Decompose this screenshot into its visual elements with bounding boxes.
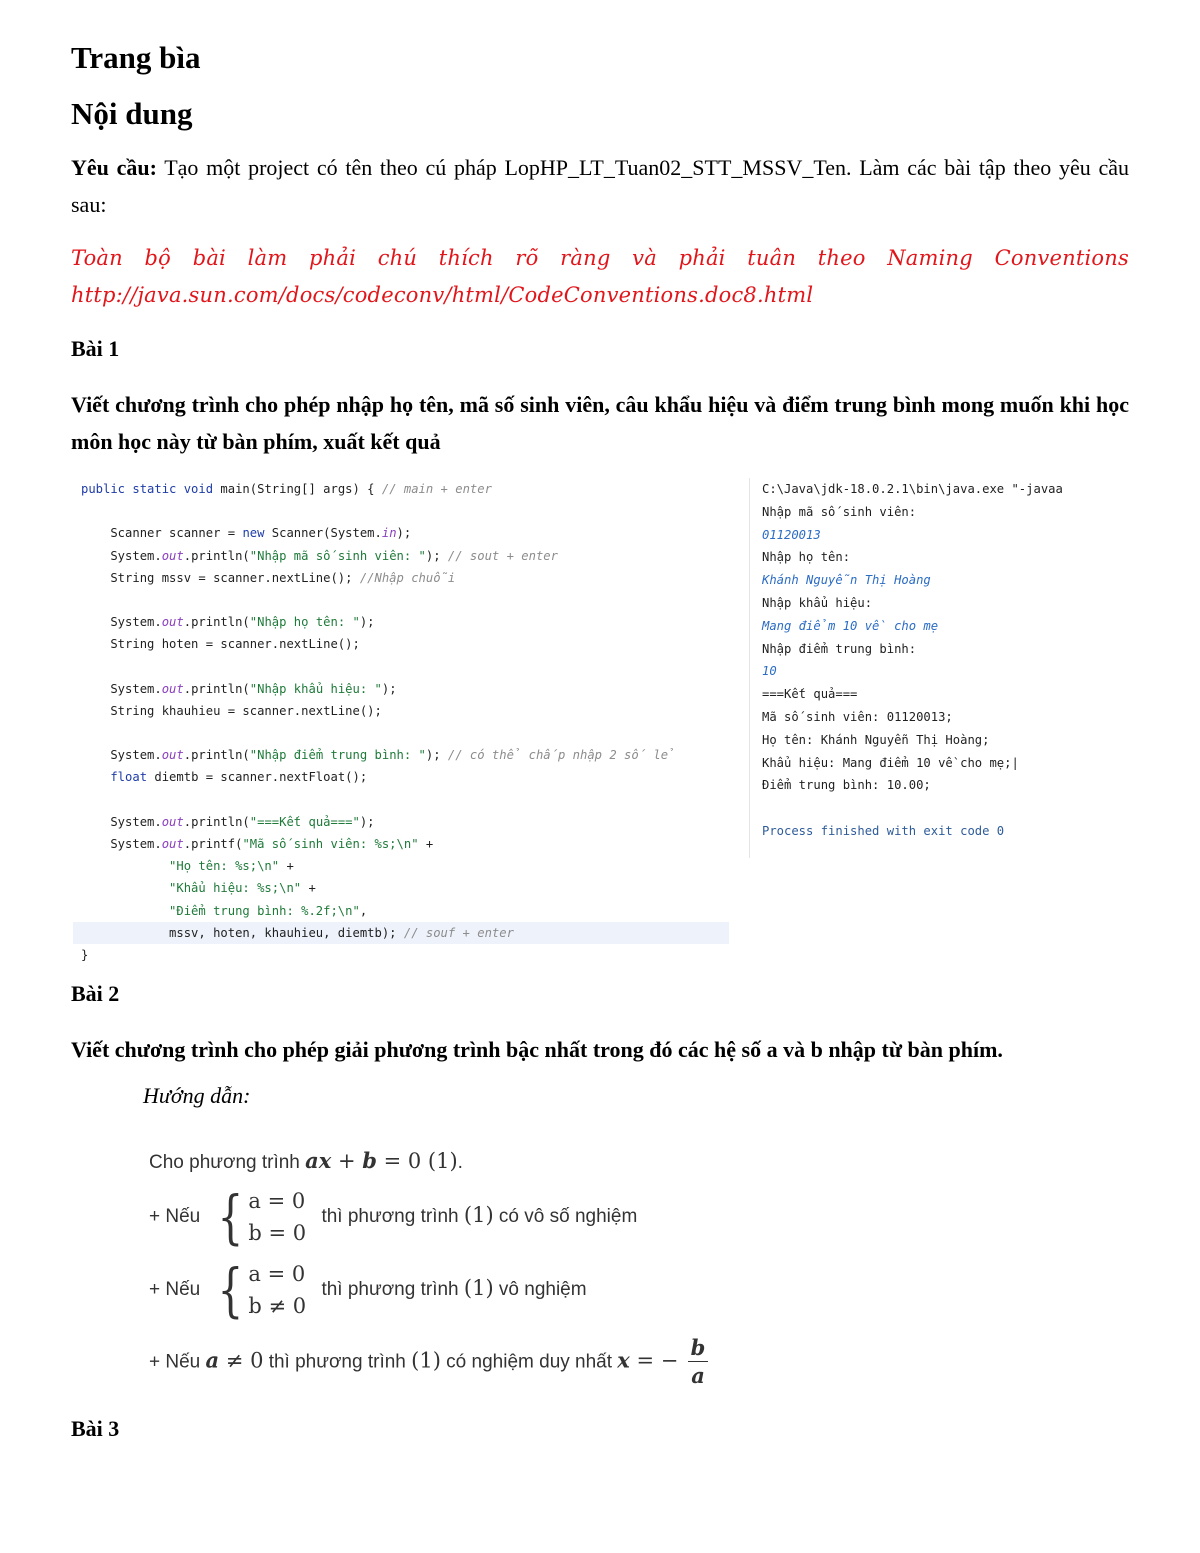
console-line: 01120013 [762,527,821,542]
code-line: System.out.printf("Mã số sinh viên: %s;\n" + [81,837,434,851]
code-line [81,789,721,811]
console-line: Nhập họ tên: [762,550,851,565]
system-brace: { a = 0 b ≠ 0 [217,1256,307,1324]
code-screenshot [81,478,721,966]
console-line: Điểm trung bình: 10.00; [762,778,931,793]
requirement-text: Tạo một project có tên theo cú pháp LopHP_LT_Tuan02_STT_MSSV_Ten. Làm các bài tập theo yêu cầu sau: [71,155,1129,217]
note-word: phải [678,246,726,270]
console-line: Mang điểm 10 về cho mẹ [762,618,939,633]
note-word: thích [438,246,494,270]
note-word: ràng [560,246,611,270]
console-line: Nhập điểm trung bình: [762,641,917,656]
code-line: System.out.println("Nhập mã số sinh viên: "); // sout + enter [81,548,558,563]
naming-note-url[interactable]: http://java.sun.com/docs/codeconv/html/CodeConventions.doc8.html [71,283,814,307]
code-line: String hoten = scanner.nextLine(); [81,637,360,652]
code-line: System.out.println("===Kết quả==="); [81,814,375,829]
code-line: Scanner scanner = new Scanner(System.in); [81,526,412,541]
code-line: float diemtb = scanner.nextFloat(); [81,770,368,785]
console-output [749,478,1099,858]
bai1-title: Bài 1 [71,336,120,361]
code-line: mssv, hoten, khauhieu, diemtb); // souf + enter [73,922,729,944]
note-word: Toàn [71,246,123,270]
console-line: Khánh Nguyễn Thị Hoàng [762,573,931,588]
code-line: System.out.println("Nhập điểm trung bình: "); // có thể chấp nhập 2 số lẻ [81,748,676,763]
note-word: và [632,246,657,270]
naming-note [71,240,1129,314]
note-word: Conventions [994,246,1129,270]
naming-note-line [71,240,1129,277]
system-brace: { a = 0 b = 0 [217,1183,307,1251]
heading-cover: Trang bìa [71,40,201,75]
case-unique-solution: + Nếu a ≠ 0 thì phương trình (1) có nghiệm duy nhất x = − $\frac{b}{a}$ [149,1335,708,1390]
code-line: "Khẩu hiệu: %s;\n" + [81,881,316,896]
bai2-title: Bài 2 [71,981,120,1006]
guide-title: Hướng dẫn: [143,1083,251,1108]
console-line: Mã số sinh viên: 01120013; [762,709,953,724]
equation-intro: Cho phương trình ax + b = 0 (1). [149,1148,463,1173]
console-line: Process finished with exit code 0 [762,823,1005,838]
requirement-label: Yêu cầu: [71,155,157,180]
note-word: phải [309,246,357,270]
note-word: bộ [144,246,172,270]
code-line [81,722,721,744]
heading-content: Nội dung [71,96,193,131]
bai3-title: Bài 3 [71,1416,120,1441]
console-line: Nhập mã số sinh viên: [762,504,917,519]
note-word: chú [377,246,418,270]
console-line: Họ tên: Khánh Nguyễn Thị Hoàng; [762,732,990,747]
code-line [81,656,721,678]
note-word: bài [192,246,226,270]
case-no-solution: + Nếu { a = 0 b ≠ 0 thì phương trình (1) vô nghiệm [149,1256,587,1324]
note-word: tuân [747,246,797,270]
note-word: Naming [887,246,973,270]
fraction: $\frac{b}{a}$ [688,1335,709,1390]
code-line: System.out.println("Nhập họ tên: "); [81,615,375,630]
code-line [81,500,721,522]
code-line: "Họ tên: %s;\n" + [81,859,294,874]
note-word: theo [817,246,866,270]
code-line: } [81,947,89,962]
bai1-text: Viết chương trình cho phép nhập họ tên, mã số sinh viên, câu khẩu hiệu và điểm trung bình mong muốn khi học môn học này từ bàn phím, xuất kết quả [71,392,1129,454]
code-line: String khauhieu = scanner.nextLine(); [81,703,382,718]
case-infinite-solutions: + Nếu { a = 0 b = 0 thì phương trình (1) có vô số nghiệm [149,1183,638,1251]
note-word: làm [247,246,288,270]
code-line [81,589,721,611]
console-line [762,797,1099,820]
code-line: System.out.println("Nhập khẩu hiệu: "); [81,681,397,696]
console-line: Khẩu hiệu: Mang điểm 10 về cho mẹ;| [762,755,1019,770]
code-line: "Điểm trung bình: %.2f;\n", [81,903,368,918]
console-line: 10 [762,664,777,679]
console-line: ===Kết quả=== [762,687,858,702]
console-line: Nhập khẩu hiệu: [762,595,873,610]
note-word: rõ [515,246,539,270]
bai2-text: Viết chương trình cho phép giải phương trình bậc nhất trong đó các hệ số a và b nhập từ bàn phím. [71,1037,1003,1062]
console-line: C:\Java\jdk-18.0.2.1\bin\java.exe "-javaa [762,482,1063,496]
code-line: String mssv = scanner.nextLine(); //Nhập chuỗi [81,570,456,585]
code-line: public static void main(String[] args) { // main + enter [81,482,492,496]
requirement-paragraph [71,149,1129,223]
